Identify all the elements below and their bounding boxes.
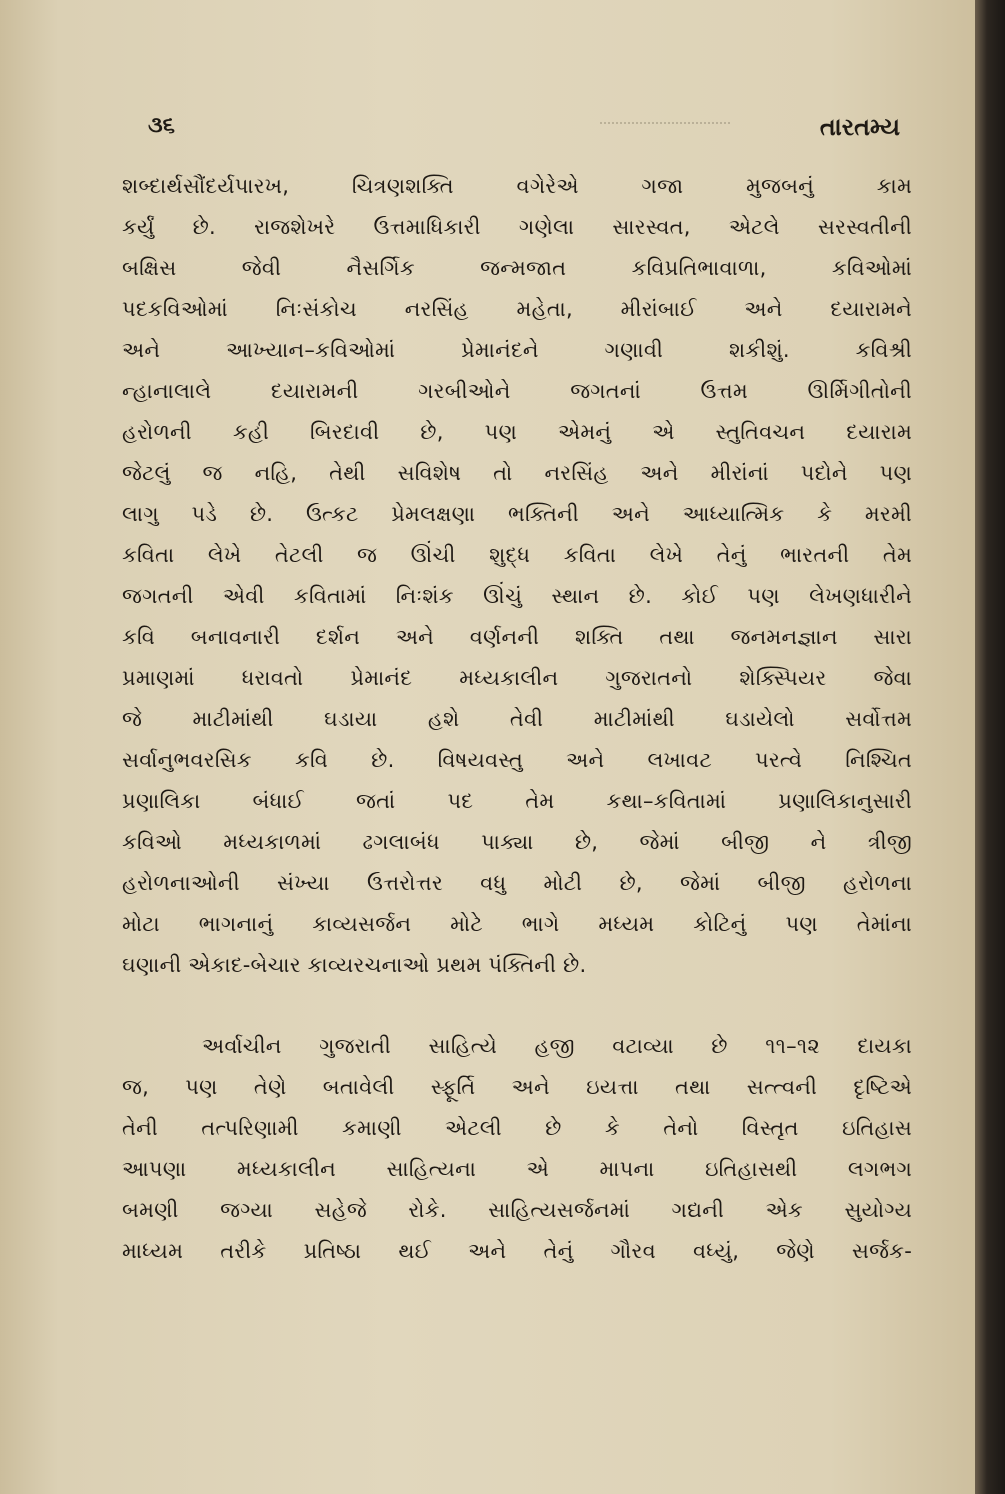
paragraph-gap bbox=[122, 986, 912, 1026]
text-line: બક્ષિસ જેવી નૈસર્ગિક જન્મજાત કવિપ્રતિભાવાળા, કવિઓમાં bbox=[122, 256, 912, 280]
book-binding-edge bbox=[975, 0, 1005, 1494]
text-line: કવિ બનાવનારી દર્શન અને વર્ણનની શક્તિ તથા જનમનજ્ઞાન સારા bbox=[122, 625, 912, 649]
text-line: આપણા મધ્યકાલીન સાહિત્યના એ માપના ઇતિહાસથી લગભગ bbox=[122, 1157, 912, 1181]
text-line: તેની તત્પરિણામી કમાણી એટલી છે કે તેનો વિસ્તૃત ઇતિહાસ bbox=[122, 1116, 912, 1140]
text-line: લાગુ પડે છે. ઉત્કટ પ્રેમલક્ષણા ભક્તિની અને આધ્યાત્મિક કે મરમી bbox=[122, 502, 912, 526]
running-head: તારતમ્ય bbox=[819, 112, 900, 141]
text-line: હરોળનાઓની સંખ્યા ઉત્તરોત્તર વધુ મોટી છે, જેમાં બીજી હરોળના bbox=[122, 871, 912, 895]
text-line: માધ્યમ તરીકે પ્રતિષ્ઠા થઈ અને તેનું ગૌરવ વધ્યું, જેણે સર્જક- bbox=[122, 1239, 912, 1263]
text-line: હરોળની કહી બિરદાવી છે, પણ એમનું એ સ્તુતિવચન દયારામ bbox=[122, 420, 912, 444]
text-line: કર્યું છે. રાજશેખરે ઉત્તમાધિકારી ગણેલા સારસ્વત, એટલે સરસ્વતીની bbox=[122, 215, 912, 239]
text-line: કવિઓ મધ્યકાળમાં ઢગલાબંધ પાક્યા છે, જેમાં બીજી ને ત્રીજી bbox=[122, 830, 912, 854]
body-text bbox=[122, 166, 912, 1272]
text-line: પદકવિઓમાં નિઃસંકોચ નરસિંહ મહેતા, મીરાંબાઈ અને દયારામને bbox=[122, 297, 912, 321]
paragraph-2 bbox=[122, 1026, 912, 1272]
page-number: ૩૬ bbox=[148, 112, 175, 138]
text-line: જ, પણ તેણે બતાવેલી સ્ફૂર્તિ અને ઇયત્તા તથા સત્ત્વની દૃષ્ટિએ bbox=[122, 1075, 912, 1099]
text-line: ઘણાની એકાદ-બેચાર કાવ્યરચનાઓ પ્રથમ પંક્તિની છે. bbox=[122, 953, 587, 977]
text-line: બમણી જગ્યા સહેજે રોકે. સાહિત્યસર્જનમાં ગદ્યની એક સુયોગ્ય bbox=[122, 1198, 912, 1222]
text-line: કવિતા લેખે તેટલી જ ઊંચી શુદ્ધ કવિતા લેખે તેનું ભારતની તેમ bbox=[122, 543, 912, 567]
text-line: પ્રમાણમાં ધરાવતો પ્રેમાનંદ મધ્યકાલીન ગુજરાતનો શેક્સ્પિયર જેવા bbox=[122, 666, 912, 690]
text-line: શબ્દાર્થસૌંદર્યપારખ, ચિત્રણશક્તિ વગેરેએ ગજા મુજબનું કામ bbox=[122, 174, 912, 198]
text-line: મોટા ભાગનાનું કાવ્યસર્જન મોટે ભાગે મધ્યમ કોટિનું પણ તેમાંના bbox=[122, 912, 912, 936]
text-line: અર્વાચીન ગુજરાતી સાહિત્યે હજી વટાવ્યા છે ૧૧–૧૨ દાયકા bbox=[202, 1034, 912, 1058]
text-line: જે માટીમાંથી ઘડાયા હશે તેવી માટીમાંથી ઘડાયેલો સર્વોત્તમ bbox=[122, 707, 912, 731]
text-line: પ્રણાલિકા બંધાઈ જતાં પદ તેમ કથા–કવિતામાં પ્રણાલિકાનુસારી bbox=[122, 789, 912, 813]
text-line: સર્વાનુભવરસિક કવિ છે. વિષયવસ્તુ અને લખાવટ પરત્વે નિશ્ચિત bbox=[122, 748, 912, 772]
paragraph-1 bbox=[122, 166, 912, 986]
text-line: અને આખ્યાન–કવિઓમાં પ્રેમાનંદને ગણાવી શકીશું. કવિશ્રી bbox=[122, 338, 912, 362]
text-line: જગતની એવી કવિતામાં નિઃશંક ઊંચું સ્થાન છે. કોઈ પણ લેખણધારીને bbox=[122, 584, 912, 608]
text-line: જેટલું જ નહિ, તેથી સવિશેષ તો નરસિંહ અને મીરાંનાં પદોને પણ bbox=[122, 461, 912, 485]
page-header bbox=[148, 112, 900, 146]
text-line: ન્હાનાલાલે દયારામની ગરબીઓને જગતનાં ઉત્તમ ઊર્મિગીતોની bbox=[122, 379, 912, 403]
